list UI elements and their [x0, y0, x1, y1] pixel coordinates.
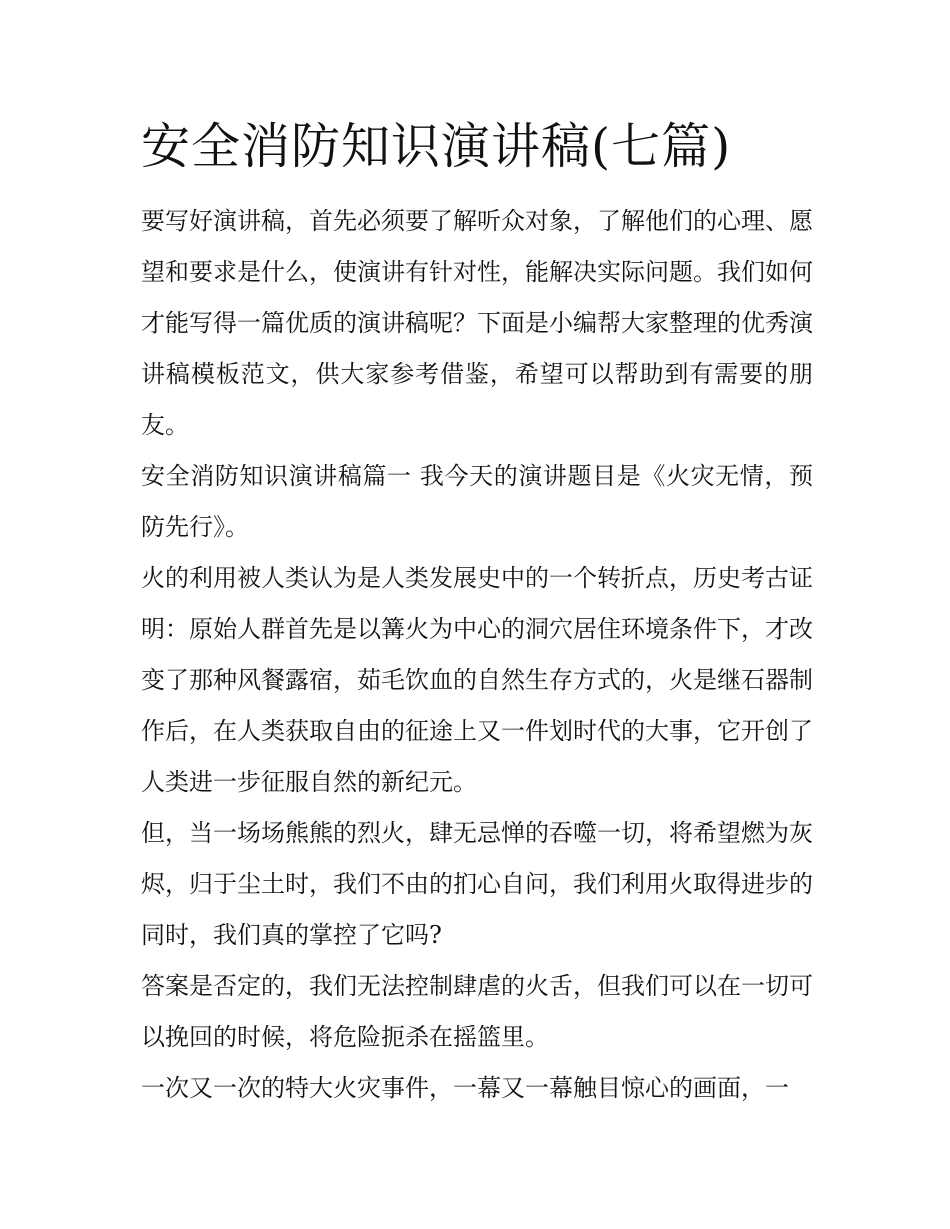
paragraph-fire-history: 火的利用被人类认为是人类发展史中的一个转折点，历史考古证明：原始人群首先是以篝火为中心的洞穴居住环境条件下，才改变了那种风餐露宿，茹毛饮血的自然生存方式的，火是继石器制作后，在人类获取自由的征途上又一件划时代的大事，它开创了人类进一步征服自然的新纪元。: [141, 564, 813, 796]
document-page: [141, 112, 813, 1114]
paragraph-speech-topic: 安全消防知识演讲稿篇一 我今天的演讲题目是《火灾无情，预防先行》。: [141, 462, 813, 541]
paragraph-answer: 答案是否定的，我们无法控制肆虐的火舌，但我们可以在一切可以挽回的时候，将危险扼杀在摇篮里。: [141, 972, 813, 1051]
paragraph-fire-incidents: 一次又一次的特大火灾事件，一幕又一幕触目惊心的画面，一: [141, 1074, 789, 1102]
document-body: [141, 196, 813, 1114]
paragraph-fire-danger: 但，当一场场熊熊的烈火，肆无忌惮的吞噬一切，将希望燃为灰烬，归于尘土时，我们不由的扪心自问，我们利用火取得进步的同时，我们真的掌控了它吗?: [141, 819, 813, 949]
paragraph-intro: 要写好演讲稿，首先必须要了解听众对象，了解他们的心理、愿望和要求是什么，使演讲有针对性，能解决实际问题。我们如何才能写得一篇优质的演讲稿呢？下面是小编帮大家整理的优秀演讲稿模板范文，供大家参考借鉴，希望可以帮助到有需要的朋友。: [141, 207, 813, 439]
document-title: 安全消防知识演讲稿(七篇): [141, 118, 732, 175]
